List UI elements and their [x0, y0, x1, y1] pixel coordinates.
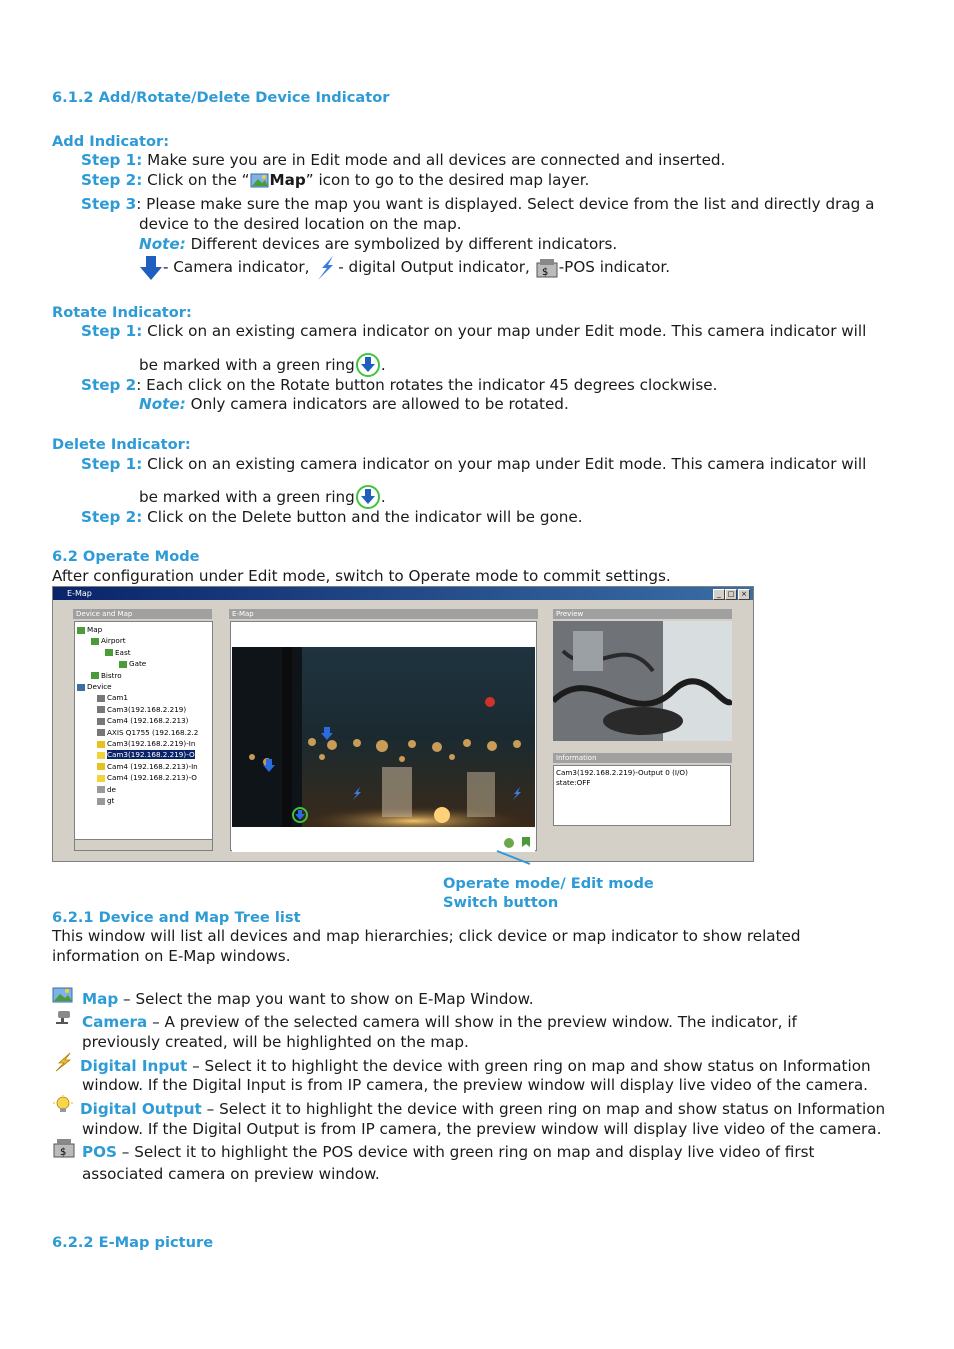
section-heading-621: 6.2.1 Device and Map Tree list — [52, 909, 301, 926]
map-icon — [91, 672, 99, 679]
item-label: POS — [82, 1143, 117, 1161]
tree-label: Cam3(192.168.2.219)-In — [107, 739, 196, 749]
info-line: state:OFF — [556, 778, 591, 787]
step-text: Click on an existing camera indicator on your map under Edit mode. This camera indicator will — [142, 455, 867, 473]
tree-label: Cam3(192.168.2.219) — [107, 704, 187, 714]
information-pane — [553, 765, 731, 826]
item-pos-cont: associated camera on preview window. — [82, 1165, 380, 1183]
green-ring-camera-icon — [355, 353, 381, 379]
tree-item-digital-output-selected[interactable] — [77, 749, 198, 760]
item-camera-cont: previously created, will be highlighted on the map. — [82, 1033, 469, 1051]
tree-label: Device — [87, 682, 112, 692]
item-label: Map — [82, 990, 119, 1008]
delete-indicator-title: Delete Indicator: — [52, 436, 191, 453]
item-label: Camera — [82, 1013, 148, 1031]
pos-icon — [97, 786, 105, 793]
map-icon — [105, 649, 113, 656]
item-text: – Select it to highlight the device with green ring on map and show status on Information — [187, 1057, 871, 1075]
tree-item-map[interactable] — [77, 624, 198, 635]
add-note — [139, 235, 617, 254]
tree-label: Cam1 — [107, 693, 128, 703]
tree-item-digital-input[interactable] — [77, 761, 198, 772]
step-label: Step 3 — [81, 195, 137, 213]
para-621-line1: This window will list all devices and map hierarchies; click device or map indicator to show related — [52, 927, 801, 945]
emap-window — [52, 586, 754, 862]
emap-header: E-Map — [229, 609, 538, 619]
add-indicator-title: Add Indicator: — [52, 133, 170, 150]
minimize-button[interactable]: _ — [713, 589, 725, 600]
preview-header: Preview — [553, 609, 732, 619]
step-label: Step 2: — [81, 508, 143, 526]
tree-label: Cam3(192.168.2.219)-O — [107, 750, 195, 760]
tree-label: Cam4 (192.168.2.213) — [107, 716, 189, 726]
camera-icon — [97, 718, 105, 725]
step-text: Click on the Delete button and the indicator will be gone. — [142, 508, 583, 526]
tree-label: gt — [107, 796, 115, 806]
para-621-line2: information on E-Map windows. — [52, 947, 291, 965]
add-step3 — [81, 195, 874, 214]
step-text: : Please make sure the map you want is displayed. Select device from the list and directly drag a — [136, 195, 875, 213]
information-header: Information — [553, 753, 732, 763]
pos-icon — [97, 798, 105, 805]
svg-text:$: $ — [541, 266, 549, 278]
tree-item-camera[interactable] — [77, 692, 198, 703]
delete-step1 — [81, 455, 866, 474]
item-map — [82, 990, 534, 1009]
camera-icon — [52, 1008, 74, 1026]
emap-pane — [230, 621, 537, 851]
tree-label: Cam4 (192.168.2.213)-O — [107, 773, 197, 783]
digital-input-icon — [97, 763, 105, 770]
tree-item-pos[interactable] — [77, 795, 198, 806]
item-digital-input — [80, 1057, 871, 1076]
callout-label-line2: Switch button — [443, 894, 559, 911]
tree-label: Map — [87, 625, 103, 634]
callout-line — [495, 848, 535, 868]
preview-video — [553, 621, 732, 741]
device-map-tree-pane — [74, 621, 213, 851]
rotate-indicator-title: Rotate Indicator: — [52, 304, 192, 321]
tree-item-gate[interactable] — [77, 658, 198, 669]
rotate-step2 — [81, 376, 717, 395]
tree-item-digital-output[interactable] — [77, 772, 198, 783]
digital-output-icon — [97, 775, 105, 782]
tree-label: Cam4 (192.168.2.213)-In — [107, 761, 198, 771]
digital-input-icon — [97, 741, 105, 748]
note-label: Note: — [139, 235, 186, 253]
tree-item-device[interactable] — [77, 681, 198, 692]
indicator-legend — [139, 254, 670, 281]
tree-horizontal-scrollbar[interactable] — [75, 839, 212, 850]
map-icon — [77, 627, 85, 634]
tree-item-bistro[interactable] — [77, 670, 198, 681]
item-digital-output-cont: window. If the Digital Output is from IP camera, the preview window will display live video of the camera. — [82, 1120, 882, 1138]
map-bold: Map — [269, 171, 306, 189]
section-heading-612: 6.1.2 Add/Rotate/Delete Device Indicator — [52, 89, 390, 106]
item-label: Digital Input — [80, 1057, 188, 1075]
tree-item-camera[interactable] — [77, 704, 198, 715]
rotate-note — [139, 395, 569, 414]
camera-indicator-text: - Camera indicator, — [163, 258, 310, 276]
step-text: ” icon to go to the desired map layer. — [305, 171, 590, 189]
digital-output-icon — [52, 1095, 74, 1115]
para-62: After configuration under Edit mode, switch to Operate mode to commit settings. — [52, 567, 671, 585]
tree-item-digital-input[interactable] — [77, 738, 198, 749]
step-label: Step 2 — [81, 376, 137, 394]
tree-label: East — [115, 647, 131, 657]
maximize-button[interactable]: □ — [725, 589, 737, 600]
rotate-step1 — [81, 322, 866, 341]
output-indicator-icon — [314, 255, 338, 281]
note-text: Only camera indicators are allowed to be rotated. — [185, 395, 569, 413]
output-indicator-text: - digital Output indicator, — [338, 258, 530, 276]
rotate-step1-cont: be marked with a green ring . — [139, 352, 386, 379]
item-label: Digital Output — [80, 1100, 202, 1118]
delete-step2 — [81, 508, 583, 527]
device-map-header: Device and Map — [73, 609, 212, 619]
window-titlebar — [53, 587, 753, 600]
device-map-tree — [77, 624, 198, 807]
step-label: Step 1: — [81, 455, 143, 473]
section-heading-622: 6.2.2 E-Map picture — [52, 1234, 214, 1251]
tree-label: AXIS Q1755 (192.168.2.2 — [107, 727, 199, 737]
tree-label: Gate — [129, 659, 147, 669]
tree-item-east[interactable] — [77, 647, 198, 658]
step-label: Step 2: — [81, 171, 143, 189]
step-text: Click on the “ — [142, 171, 250, 189]
delete-step1-cont: be marked with a green ring . — [139, 484, 386, 511]
camera-indicator-icon — [139, 255, 163, 281]
add-step2 — [81, 171, 589, 190]
callout-label-line1: Operate mode/ Edit mode — [443, 875, 654, 892]
digital-output-icon — [97, 752, 105, 759]
tree-label: de — [107, 784, 116, 794]
tree-label: Airport — [101, 636, 126, 646]
camera-icon — [97, 706, 105, 713]
item-camera — [82, 1013, 797, 1032]
item-pos — [82, 1143, 814, 1162]
digital-input-icon — [52, 1052, 74, 1072]
note-text: Different devices are symbolized by different indicators. — [185, 235, 618, 253]
item-digital-input-cont: window. If the Digital Input is from IP camera, the preview window will display live video of the camera. — [82, 1076, 868, 1094]
green-ring-camera-icon — [355, 485, 381, 511]
item-text: – Select it to highlight the POS device with green ring on map and display live video of first — [116, 1143, 815, 1161]
tree-item-pos[interactable] — [77, 784, 198, 795]
step-label: Step 1: — [81, 151, 143, 169]
step-label: Step 1: — [81, 322, 143, 340]
step-text: be marked with a green ring — [139, 356, 355, 374]
map-icon — [52, 986, 74, 1004]
window-title: E-Map — [67, 589, 92, 598]
item-text: – Select it to highlight the device with green ring on map and show status on Information — [201, 1100, 886, 1118]
camera-icon — [97, 729, 105, 736]
pos-indicator-icon — [535, 257, 559, 279]
device-icon — [77, 684, 85, 691]
map-icon — [91, 638, 99, 645]
item-text: – Select the map you want to show on E-Map Window. — [118, 990, 534, 1008]
close-button[interactable]: × — [738, 589, 750, 600]
tree-item-camera[interactable] — [77, 727, 198, 738]
add-step1 — [81, 151, 725, 170]
tree-label: Bistro — [101, 670, 122, 680]
item-digital-output — [80, 1100, 885, 1119]
emap-picture[interactable] — [232, 647, 535, 852]
step-text: : Each click on the Rotate button rotates the indicator 45 degrees clockwise. — [136, 376, 718, 394]
map-icon — [250, 172, 270, 189]
info-line: Cam3(192.168.2.219)-Output 0 (I/O) — [556, 768, 688, 777]
svg-text:$: $ — [60, 1147, 67, 1158]
camera-icon — [97, 695, 105, 702]
pos-indicator-text: -POS indicator. — [558, 258, 671, 276]
item-text: – A preview of the selected camera will show in the preview window. The indicator, if — [147, 1013, 797, 1031]
add-step3-cont: device to the desired location on the map. — [139, 215, 462, 233]
tree-item-camera[interactable] — [77, 715, 198, 726]
tree-item-airport[interactable] — [77, 635, 198, 646]
map-icon — [119, 661, 127, 668]
step-text: be marked with a green ring — [139, 488, 355, 506]
pos-icon — [52, 1138, 76, 1158]
step-text: Make sure you are in Edit mode and all devices are connected and inserted. — [142, 151, 726, 169]
note-label: Note: — [139, 395, 186, 413]
section-heading-62: 6.2 Operate Mode — [52, 548, 200, 565]
step-text: Click on an existing camera indicator on your map under Edit mode. This camera indicator will — [142, 322, 867, 340]
